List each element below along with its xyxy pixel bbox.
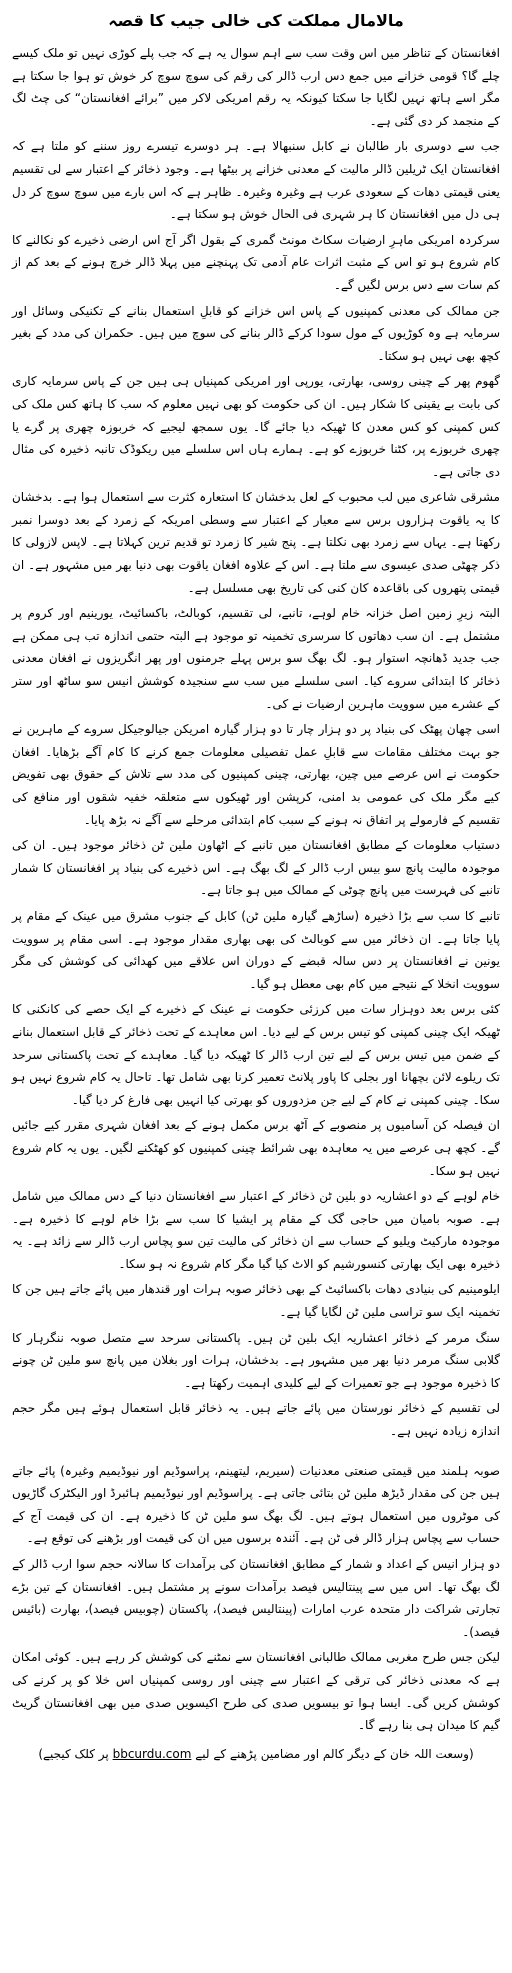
- paragraph-10: تانبے کا سب سے بڑا ذخیرہ (ساڑھے گیارہ ملین ٹن) کابل کے جنوب مشرق میں عینک کے مقام پر پایا جاتا ہے۔ ان ذخائر میں سے کوبالٹ کی بھی بھاری مقدار موجود ہے۔ اسی مقام پر سوویت یونین نے افغانستان پر دس سالہ قبضے کے دوران اس علاقے میں کھدائی کی کوشش کی مگر سوویت انخلا کے نتیجے میں کام بھی معطل ہو گیا۔: [12, 908, 500, 991]
- paragraph-13: خام لوہے کے دو اعشاریہ دو بلین ٹن ذخائر کے اعتبار سے افغانستان دنیا کے دس ممالک میں شامل ہے۔ صوبہ بامیان میں حاجی گک کے مقام پر ایشیا کا سب سے بڑا خام لوہے کا ذخیرہ ہے۔ موجودہ مارکیٹ ویلیو کے حساب سے ان ذخائر کی مالیت تین سو پچاس ارب ڈالر سے زائد ہے۔ یہ ذخیرہ بھی ایک بھارتی کنسورشیم کو الاٹ کیا گیا مگر کام شروع نہ ہو سکا۔: [12, 1189, 500, 1271]
- paragraph-1: افغانستان کے تناظر میں اس وقت سب سے اہم سوال یہ ہے کہ جب پلے کوڑی نہیں تو ملک کیسے چلے گا؟ قومی خزانے میں جمع دس ارب ڈالر کی رقم کی سوچ سوچ کر خوش تو ہوا جا سکتا ہے مگر اسے ہاتھ نہیں لگایا جا سکتا کیونکہ یہ رقم امریکی لاکر میں ”برائے افغانستان“ کی چٹ لگ کے منجمد کر دی گئی ہے۔: [12, 46, 500, 128]
- paragraph-6: مشرقی شاعری میں لب محبوب کے لعل بدخشان کا استعارہ کثرت سے استعمال ہوا ہے۔ بدخشان کا یہ یاقوت ہزاروں برس سے معیار کے اعتبار سے وسطی امریکہ کے زمرد کے بعد دوسرا نمبر رکھتا ہے۔ یہاں سے زمرد بھی نکلتا ہے۔ پنج شیر کا زمرد تو قدیم ترین کہلاتا ہے۔ لاپس لازولی کا ذکر چھٹی صدی عیسوی سے ملتا ہے۔ اس کے علاوہ افغان یاقوت بھی دنیا بھر میں مشہور ہے۔ ان قیمتی پتھروں کی باقاعدہ کان کنی کی تاریخ بھی مسلسل ہے۔: [11, 490, 500, 595]
- paragraph-2: جب سے دوسری بار طالبان نے کابل سنبھالا ہے۔ ہر دوسرے تیسرے روز سننے کو ملتا ہے کہ افغانستان ایک ٹریلین ڈالر مالیت کے معدنی خزانے پر بیٹھا ہے۔ وجود ذخائر کے اعتبار سے لی تقسیم یعنی قیمتی دھات کے سعودی عرب ہے وغیرہ وغیرہ۔ ظاہر ہے کہ اس بارے میں سوچ سوچ کر دل ہی دل میں افغانستان کا ہر شہری فی الحال خوش ہو سکتا ہے۔: [12, 139, 500, 222]
- paragraph-19: لیکن جس طرح مغربی ممالک طالبانی افغانستان سے نمٹنے کی کوشش کر رہے ہیں۔ کوئی امکان ہے کہ معدنی ذخائر کی ترقی کے اعتبار سے چینی اور روسی کمپنیاں اس خلا کو پر کرنے کی کوشش کریں گی۔ ایسا ہوا تو بیسویں صدی کی طرح اکیسویں صدی میں بھی افغانستان گریٹ گیم کا میدان ہی بنا رہے گا۔: [12, 1650, 500, 1733]
- paragraph-14: ایلومینیم کی بنیادی دھات باکسائیٹ کے بھی ذخائر صوبہ ہرات اور قندھار میں پائے جاتے ہیں جن کا تخمینہ ایک سو تراسی ملین ٹن لگایا گیا ہے۔: [12, 1282, 500, 1320]
- article-footer: [12, 1743, 500, 1765]
- paragraph-5: گھوم پھر کے چینی روسی، بھارتی، یورپی اور امریکی کمپنیاں ہی ہیں جن کے پاس سرمایہ کاری کی بابت بے یقینی کا شکار ہیں۔ ان کی حکومت کو بھی نہیں معلوم کہ سب کا ہاتھ کس ملک کی کس کمپنی کو کس معدن کا ٹھیکہ دیا جائے گا۔ یوں سمجھ لیجیے کہ خربوزہ چھری پر گرے یا چھری خربوزے پر، کٹنا خربوزے کو ہے۔ ہمارے ہاں اس سلسلے میں ریکوڈک تانبہ ذخیرہ کی مثال دی جاتی ہے۔: [12, 374, 500, 479]
- paragraph-18: دو ہزار انیس کے اعداد و شمار کے مطابق افغانستان کی برآمدات کا سالانہ حجم سوا ارب ڈالر کے لگ بھگ تھا۔ اس میں سے پینتالیس فیصد برآمدات سونے پر مشتمل ہیں۔ افغانستان کے تین بڑے تجارتی شراکت دار متحدہ عرب امارات (پینتالیس فیصد)، پاکستان (چوبیس فیصد)، بھارت (بائیس فیصد)۔: [12, 1557, 500, 1639]
- paragraph-7: البتہ زیرِ زمین اصل خزانہ خام لوہے، تانبے، لی تقسیم، کوبالٹ، باکسائیٹ، یورینیم اور کروم پر مشتمل ہے۔ ان سب دھاتوں کا سرسری تخمینہ تو موجود ہے البتہ حتمی اندازہ تب ہی ممکن ہے جب جدید ڈھانچہ استوار ہو۔ لگ بھگ سو برس پہلے جرمنوں اور پھر انگریزوں نے افغان معدنی ذخائر کا ابتدائی سروے کیا۔ اسی سلسلے میں سب سے سنجیدہ کوشش انیس سو ساٹھ اور ستر کے عشرے میں سوویت ماہرین ارضیات نے کی۔: [12, 606, 500, 711]
- article-title: مالامال مملکت کی خالی جیب کا قصہ: [108, 11, 404, 30]
- paragraph-4: جن ممالک کی معدنی کمپنیوں کے پاس اس خزانے کو قابلِ استعمال بنانے کے تکنیکی وسائل اور سرمایہ ہے وہ کوڑیوں کے مول سودا کرکے ڈالر بنانے کی سوچ میں ہیں۔ حکمران کی مدد کے بغیر کچھ بھی نہیں ہو سکتا۔: [12, 303, 500, 363]
- bbc-urdu-link[interactable]: bbcurdu.com: [112, 1746, 192, 1761]
- paragraph-11: کئی برس بعد دوہزار سات میں کرزئی حکومت نے عینک کے ذخیرے کے ایک حصے کی کانکنی کا ٹھیکہ ایک چینی کمپنی کو تیس برس کے لیے دیا۔ اس معاہدے کے تحت ذخائر کے قابل استعمال بنانے کے ضمن میں تیس برس کے لیے تین ارب ڈالر کا ٹھیکہ دیا گیا۔ معاہدے کے تحت پاکستانی سرحد تک ریلوے لائن بچھانا اور بجلی کا پاور پلانٹ تعمیر کرنا بھی شامل تھا۔ تاحال یہ کام شروع نہیں ہو سکا۔ چینی کمپنی نے کام کے لیے جن مزدوروں کو بھرتی کیا انہیں بھی فارغ کر دیا گیا۔: [12, 1002, 500, 1107]
- section-spacer: [12, 1446, 500, 1460]
- footer-suffix: پر کلک کیجیے): [38, 1746, 109, 1761]
- paragraph-8: اسی چھان پھٹک کی بنیاد پر دو ہزار چار تا دو ہزار گیارہ امریکن جیالوجیکل سروے کے ماہرین نے جو بہت مختلف مقامات سے قابلِ عمل تفصیلی معلومات جمع کرنے کا کام آگے بڑھایا۔ افغان حکومت نے اس عرصے میں چین، بھارتی، چینی کمپنیوں کی مدد سے تلاش کے حقوق بھی تفویض کیے مگر ملک کی عمومی بد امنی، کرپشن اور ٹھیکوں سے متعلقہ خفیہ شقوں اور منافع کی تقسیم کے فارمولے پر اتفاق نہ ہونے کے سبب کام ابتدائی مرحلے سے آگے نہ بڑھ پایا۔: [12, 722, 500, 827]
- paragraph-16: لی تقسیم کے ذخائر نورستان میں پائے جاتے ہیں۔ یہ ذخائر قابل استعمال ہوئے ہیں مگر حجم اندازہ زیادہ نہیں ہے۔: [12, 1401, 500, 1439]
- paragraph-3: سرکردہ امریکی ماہرِ ارضیات سکاٹ مونٹ گمری کے بقول اگر آج اس ارضی ذخیرے کو نکالنے کا کام شروع ہو تو اس کے مثبت اثرات عام آدمی تک پہنچنے میں پہلا ڈالر خرچ ہونے کے بعد کم از کم سات سے دس برس لگیں گے۔: [12, 232, 500, 292]
- paragraph-17: صوبہ ہلمند میں قیمتی صنعتی معدنیات (سیریم، لیتھینم، پراسوڈیم اور نیوڈیمیم وغیرہ) پائے جاتے ہیں جن کی مقدار ڈیڑھ ملین ٹن بتائی جاتی ہے۔ پراسوڈیم اور نیوڈیمیم ہائبرڈ اور الیکٹرک گاڑیوں کی موٹروں میں استعمال ہوتے ہیں۔ لگ بھگ سو ملین ٹن کا ذخیرہ ہے۔ ان کی قیمت آج کے حساب سے پچاس ہزار ڈالر فی ٹن ہے۔ آئندہ برسوں میں ان کی قیمت اور بڑھنے کی توقع ہے۔: [12, 1463, 500, 1546]
- footer-author: (وسعت اللہ خان کے دیگر کالم اور مضامین پڑھنے کے لیے: [195, 1746, 474, 1761]
- paragraph-15: سنگ مرمر کے ذخائر اعشاریہ ایک بلین ٹن ہیں۔ پاکستانی سرحد سے متصل صوبہ ننگرہار کا گلابی سنگ مرمر دنیا بھر میں مشہور ہے۔ بدخشان، ہرات اور بغلان میں پانچ سو ملین ٹن چونے کا ذخیرہ موجود ہے جو تعمیرات کے لیے کلیدی اہمیت رکھتا ہے۔: [12, 1330, 500, 1390]
- paragraph-12: ان فیصلہ کن آسامیوں پر منصوبے کے آٹھ برس مکمل ہونے کے بعد افغان شہری مقرر کیے جائیں گے۔ کچھ ہی عرصے میں یہ معاہدہ بھی شرائط چینی کمپنیوں کو کھٹکنے لگیں۔ یوں یہ کام شروع نہیں ہو سکا۔: [12, 1118, 500, 1178]
- paragraph-9: دستیاب معلومات کے مطابق افغانستان میں تانبے کے اٹھاون ملین ٹن ذخائر موجود ہیں۔ ان کی موجودہ مالیت پانچ سو بیس ارب ڈالر کے لگ بھگ ہے۔ اس ذخیرے کی بنیاد پر افغانستان کا شمار تانبے کی فہرست میں پانچ چوٹی کے ممالک میں ہو جاتا ہے۔: [12, 838, 500, 898]
